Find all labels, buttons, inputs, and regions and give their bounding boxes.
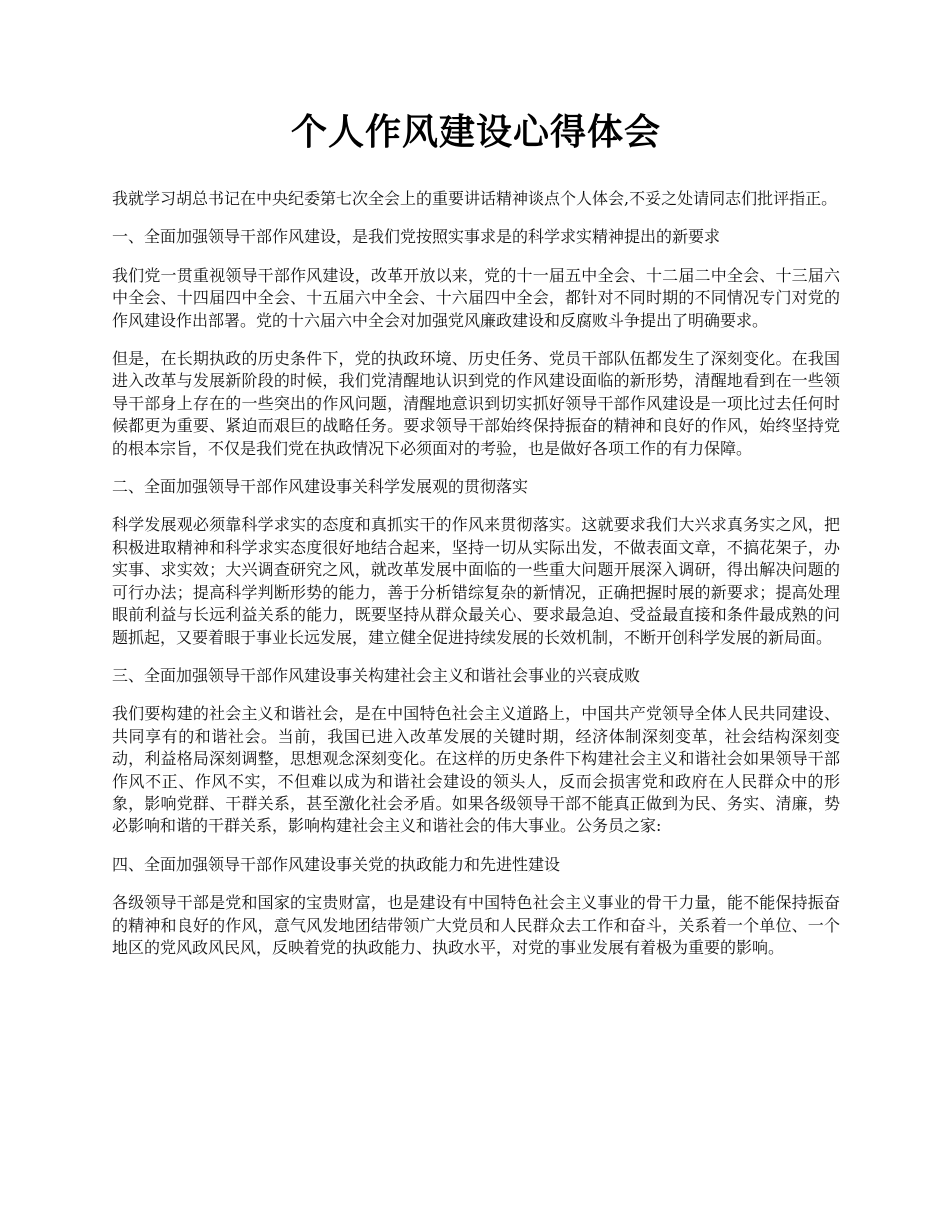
intro-paragraph: 我就学习胡总书记在中央纪委第七次全会上的重要讲话精神谈点个人体会,不妥之处请同志们批评指正。	[112, 189, 838, 208]
section-3-paragraph: 我们要构建的社会主义和谐社会，是在中国特色社会主义道路上，中国共产党领导全体人民共同建设、共同享有的和谐社会。当前，我国已进入改革发展的关键时期，经济体制深刻变革，社会结构深刻变动，利益格局深刻调整，思想观念深刻变化。在这样的历史条件下构建社会主义和谐社会如果领导干部作风不正、作风不实，不但难以成为和谐社会建设的领头人，反而会损害党和政府在人民群众中的形象，影响党群、干群关系，甚至激化社会矛盾。如果各级领导干部不能真正做到为民、务实、清廉，势必影响和谐的干群关系，影响构建社会主义和谐社会的伟大事业。公务员之家:	[112, 704, 840, 836]
section-4-paragraph: 各级领导干部是党和国家的宝贵财富，也是建设有中国特色社会主义事业的骨干力量，能不能保持振奋的精神和良好的作风，意气风发地团结带领广大党员和人民群众去工作和奋斗，关系着一个单位、一个地区的党风政风民风，反映着党的执政能力、执政水平，对党的事业发展有着极为重要的影响。	[112, 893, 840, 957]
section-1-paragraph-1: 我们党一贯重视领导干部作风建设，改革开放以来，党的十一届五中全会、十二届二中全会、十三届六中全会、十四届四中全会、十五届六中全会、十六届四中全会，都针对不同时期的不同情况专门对党的作风建设作出部署。党的十六届六中全会对加强党风廉政建设和反腐败斗争提出了明确要求。	[112, 265, 840, 330]
section-heading-4: 四、全面加强领导干部作风建设事关党的执政能力和先进性建设	[112, 854, 561, 874]
document-page	[112, 108, 840, 975]
section-2-paragraph: 科学发展观必须靠科学求实的态度和真抓实干的作风来贯彻落实。这就要求我们大兴求真务实之风，把积极进取精神和科学求实态度很好地结合起来，坚持一切从实际出发，不做表面文章，不搞花架子，办实事、求实效；大兴调查研究之风，就改革发展中面临的一些重大问题开展深入调研，得出解决问题的可行办法；提高科学判断形势的能力，善于分析错综复杂的新情况，正确把握时展的新要求；提高处理眼前利益与长远利益关系的能力，既要坚持从群众最关心、要求最急迫、受益最直接和条件最成熟的问题抓起，又要着眼于事业长远发展，建立健全促进持续发展的长效机制，不断开创科学发展的新局面。	[112, 515, 840, 647]
section-heading-3: 三、全面加强领导干部作风建设事关构建社会主义和谐社会事业的兴衰成败	[112, 665, 641, 685]
section-heading-2: 二、全面加强领导干部作风建设事关科学发展观的贯彻落实	[112, 477, 529, 497]
document-title: 个人作风建设心得体会	[290, 111, 661, 153]
section-heading-1: 一、全面加强领导干部作风建设，是我们党按照实事求是的科学求实精神提出的新要求	[112, 227, 721, 247]
section-1-paragraph-2: 但是，在长期执政的历史条件下，党的执政环境、历史任务、党员干部队伍都发生了深刻变化。在我国进入改革与发展新阶段的时候，我们党清醒地认识到党的作风建设面临的新形势，清醒地看到在一些领导干部身上存在的一些突出的作风问题，清醒地意识到切实抓好领导干部作风建设是一项比过去任何时候都更为重要、紧迫而艰巨的战略任务。要求领导干部始终保持振奋的精神和良好的作风，始终坚持党的根本宗旨，不仅是我们党在执政情况下必须面对的考验，也是做好各项工作的有力保障。	[112, 349, 840, 458]
